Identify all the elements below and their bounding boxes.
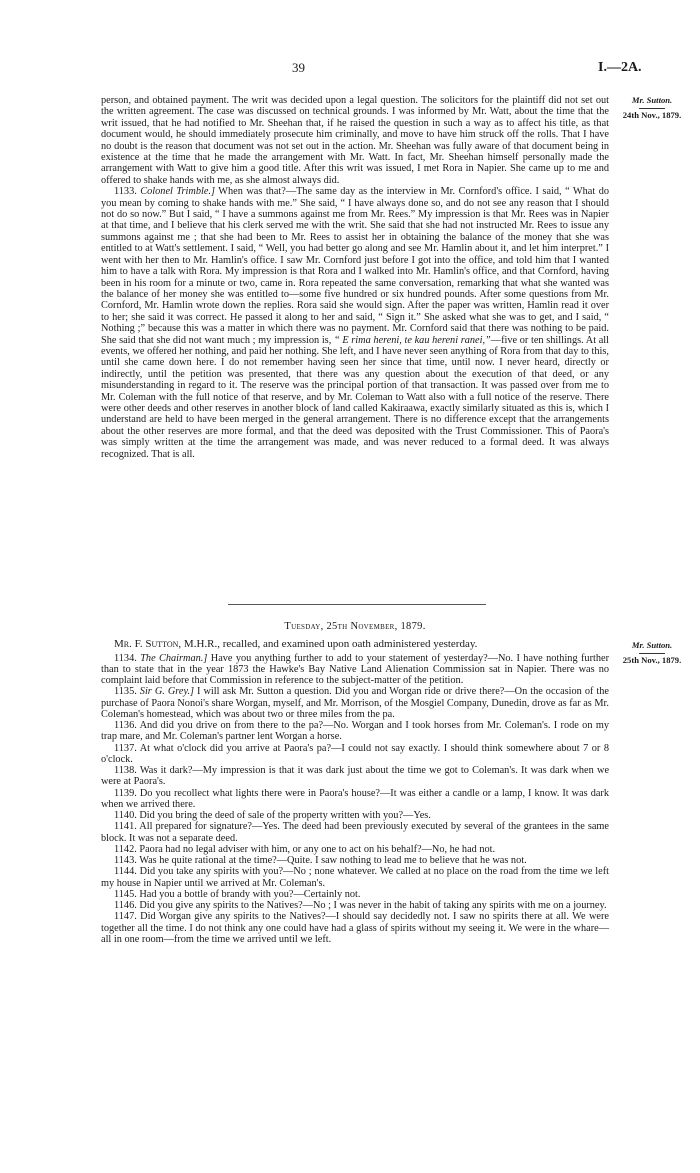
- paragraph-1133: [101, 186, 609, 460]
- question-entry: [101, 743, 609, 766]
- witness-name: Mr. F. Sutton, M.H.R.,: [114, 638, 220, 650]
- question-number: 1136.: [114, 720, 137, 731]
- question-entry: [101, 855, 609, 866]
- question-number: 1141.: [114, 821, 137, 833]
- question-entry: [101, 653, 609, 687]
- margin-note-date: 25th Nov., 1879.: [622, 655, 682, 665]
- margin-note-rule: [639, 108, 665, 109]
- question-text: Did Worgan give any spirits to the Natives?—I should say decidedly not. I saw no spirits there at all. We were together all the time. I do not think any one could have had a glass of spirits without my seeing it. We were in the whare—all in one room—from the time we arrived until we left.: [101, 911, 609, 945]
- speaker: Colonel Trimble.]: [140, 186, 215, 198]
- question-number: 1140.: [114, 810, 137, 821]
- question-list: [101, 653, 609, 946]
- margin-note-date: 24th Nov., 1879.: [622, 110, 682, 120]
- witness-intro: [101, 638, 609, 651]
- question-entry: [101, 788, 609, 811]
- question-entry: [101, 844, 609, 855]
- question-text: Have you anything further to add to your statement of yesterday?—No. I have nothing further than to state that in the year 1873 the Hawke's Bay Native Land Alienation Commission sat in Napier. There was no complaint laid before that Commission in reference to the subject-matter of the petition.: [101, 652, 610, 686]
- question-number: 1142.: [114, 843, 137, 855]
- maori-quote: “ E rima hereni, te kau hereni ranei,”: [333, 334, 491, 346]
- date-heading-text: Tuesday, 25th November, 1879.: [284, 621, 426, 632]
- question-number: 1137.: [114, 742, 137, 754]
- witness-intro-text: recalled, and examined upon oath administered yesterday.: [220, 638, 478, 650]
- question-entry: [101, 889, 609, 900]
- question-number: 1134.: [114, 652, 137, 664]
- question-text: Paora had no legal adviser with him, or any one to act on his behalf?—No, he had not.: [139, 843, 496, 855]
- question-text: And did you drive on from there to the pa?—No. Worgan and I took horses from Mr. Coleman's. I rode on my trap mare, and Mr. Coleman's partner lent Worgan a horse.: [101, 720, 609, 743]
- question-text: Did you take any spirits with you?—No ; none whatever. We called at no place on the road from the time we left my house in Napier until we arrived at Mr. Coleman's.: [101, 866, 610, 889]
- question-entry: [101, 900, 609, 911]
- question-entry: [101, 821, 609, 844]
- section-divider: [228, 604, 486, 605]
- margin-note-name: Mr. Sutton.: [631, 95, 673, 105]
- question-text: At what o'clock did you arrive at Paora's pa?—I could not say exactly. I should think somewhere about 7 or 8 o'clock.: [101, 742, 609, 765]
- question-entry: [101, 810, 609, 821]
- speaker: The Chairman.]: [140, 652, 208, 664]
- question-text: Was he quite rational at the time?—Quite. I saw nothing to lead me to believe that he was not.: [139, 855, 527, 866]
- question-number: 1133.: [114, 186, 137, 198]
- question-number: 1135.: [114, 686, 137, 698]
- question-number: 1139.: [114, 787, 137, 799]
- question-text: Was it dark?—My impression is that it was dark just about the time we got to Coleman's. It was dark when we were at Paora's.: [101, 765, 610, 788]
- question-text: All prepared for signature?—Yes. The deed had been previously executed by several of the grantees in the same block. It was not a separate deed.: [101, 821, 609, 844]
- question-entry: [101, 686, 609, 720]
- paragraph-text: When was that?—The same day as the interview in Mr. Cornford's office. I said, “ What do you mean by coming to shake hands with me.” She said, “ I have always done so, and do not see any reason that I should not do so now.” But I said, “ I have a summons against me from Mr. Rees.” My impression is that Mr. Rees was in Napier at that time, and I believe that his clerk served me with the writ. She said that she had not instructed Mr. Rees to issue any summons against me ; that she had been to Mr. Rees to assist her in obtaining the balance of the money that she was entitled to at Watt's settlement. I said, “ Well, you had better go along and see Mr. Hamlin about it, and let him interpret.” I went with her then to Mr. Hamlin's office. I saw Mr. Cornford just before I got into the office, and told him that I wanted him to have a talk with Rora. My impression is that Rora and I walked into Mr. Hamlin's office, and that Cornford, having been in his room for a minute or two, came in. Rora repeated the same conversation, remarking that what she wanted was the balance of her money she was entitled to—some five hundred or six hundred pounds. After some questions from Mr. Cornford, Mr. Hamlin wrote down the replies. Rora said she would sign. After the paper was written, Hamlin read it over to her; she said it was correct. He passed it along to her and said, “ Sign it.” She asked what she was to get, and I said, “ Nothing ;” because this was a matter in which there was no payment. Mr. Cornford said that there was nothing to be paid. She said that she did not want much ; my impression is,: [101, 186, 609, 346]
- question-text: I will ask Mr. Sutton a question. Did you and Worgan ride or drive there?—On the occasion of the purchase of Paora Nonoi's share Worgan, myself, and Mr. Morrison, of the Mosgiel Company, Dunedin, drove as far as Mr. Coleman's homestead, which was about two or three miles from the pa.: [101, 686, 609, 720]
- question-text: Do you recollect what lights there were in Paora's house?—It was either a candle or a lamp, I know. It was dark when we arrived there.: [101, 787, 610, 810]
- question-entry: [101, 765, 609, 788]
- margin-note-name: Mr. Sutton.: [631, 640, 673, 650]
- paragraph-opening: person, and obtained payment. The writ was decided upon a legal question. The solicitors for the plaintiff did not set out the written agreement. The case was discussed on technical grounds. I was informed by Mr. Watt, about the time that the writ issued, that he had notified to Mr. Sheehan that, if he raised the question in such a way as to affect his title, as that document would, he should immediately prosecute him criminally, and move to have him struck off the rolls. That I have no doubt is the reason that document was not set out in the action. Mr. Sheehan was fully aware of that document being in existence at the time that he made the arrangement with Mr. Watt. In fact, Mr. Sheehan himself personally made the arrangement with Watt to give him a good title. After this writ was issued, I met Rora in Napier. She came up to me and offered to shake hands with me, as she almost always did.: [101, 95, 609, 186]
- speaker: Sir G. Grey.]: [139, 686, 195, 698]
- question-number: 1138.: [114, 765, 137, 776]
- margin-note-rule: [639, 653, 665, 654]
- question-text: Had you a bottle of brandy with you?—Certainly not.: [139, 888, 361, 900]
- question-entry: [101, 720, 609, 743]
- margin-note: [611, 95, 693, 121]
- question-entry: [101, 911, 609, 945]
- question-number: 1143.: [114, 855, 137, 866]
- paragraph-text-continued: —five or ten shillings. At all events, we offered her nothing, and paid her nothing. She left, and I have never seen anything of Rora from that day to this, until she came down here. I do not remember having seen her since that time, until now. I never heard, directly or indirectly, until the petition was presented, that there was any question about the execution of that deed, or any misunderstanding in regard to it. The reserve was the principal portion of that transaction. It was passed over from me to Mr. Coleman with the full notice of that reserve, and by Mr. Coleman to Watt also with a full notice of the reserve. There were other deeds and other reserves in another block of land called Kakiraawa, exactly similarly situated as this is, which I understand are held to have been merged in the general arrangement. There is no difference except that the arrangements about the other reserves are more formal, and that the deed was deposited with the Trust Commissioner. This of Paora's was simply written at the time the arrangement was made, and was never reduced to a formal deed. It was always recognized. That is all.: [101, 334, 610, 460]
- question-entry: [101, 866, 609, 889]
- testimony-section-1: [101, 95, 609, 460]
- question-number: 1147.: [114, 911, 137, 923]
- question-number: 1146.: [114, 900, 137, 911]
- page-reference: I.—2A.: [598, 60, 642, 75]
- question-number: 1145.: [114, 888, 137, 900]
- testimony-section-2: [101, 638, 609, 945]
- margin-note: [611, 640, 693, 666]
- question-text: Did you give any spirits to the Natives?—No ; I was never in the habit of taking any spirits with me on a journey.: [139, 900, 607, 911]
- date-heading: [101, 621, 609, 632]
- question-number: 1144.: [114, 866, 137, 878]
- page-number: 39: [292, 60, 305, 75]
- question-text: Did you bring the deed of sale of the property written with you?—Yes.: [139, 810, 431, 821]
